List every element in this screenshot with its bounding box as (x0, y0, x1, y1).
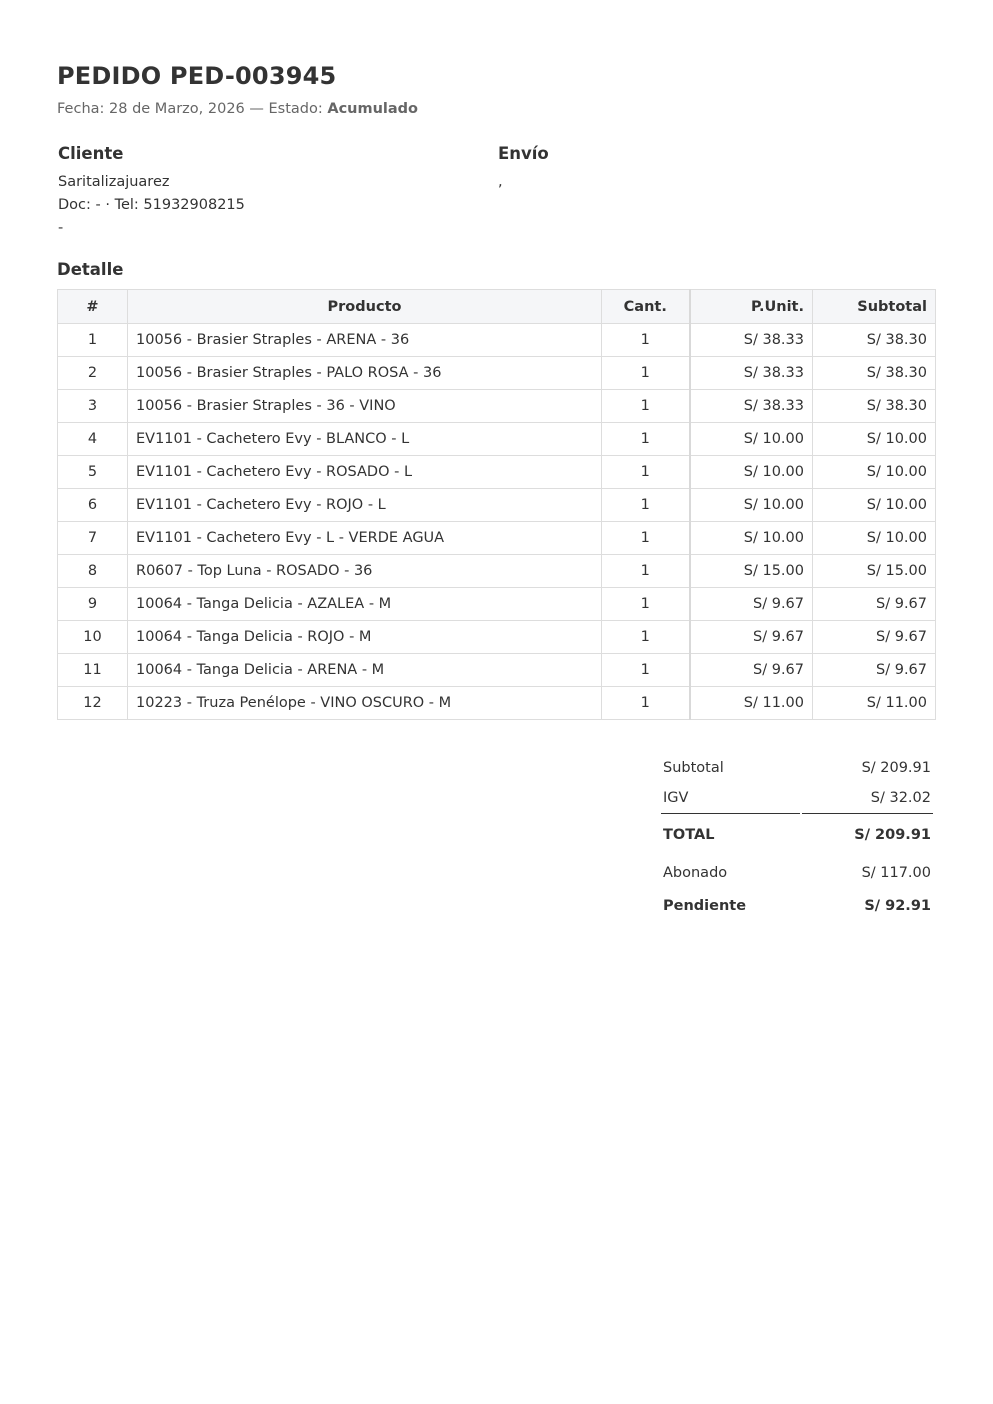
column-header-cantidad: Cant. (602, 290, 690, 324)
table-row (58, 555, 936, 588)
order-status: Acumulado (327, 101, 419, 117)
row-precio-unitario: S/ 9.67 (690, 654, 813, 687)
cliente-extra: - (58, 220, 64, 236)
row-subtotal: S/ 38.30 (813, 390, 936, 423)
table-row (58, 687, 936, 720)
row-cantidad: 1 (602, 423, 690, 456)
row-number: 7 (58, 522, 128, 555)
table-row (58, 588, 936, 621)
row-producto: EV1101 - Cachetero Evy - L - VERDE AGUA (128, 522, 602, 555)
cliente-heading: Cliente (58, 144, 124, 163)
row-producto: 10056 - Brasier Straples - 36 - VINO (128, 390, 602, 423)
table-header-row (58, 290, 936, 324)
envio-heading: Envío (498, 144, 549, 163)
abonado-label: Abonado (663, 865, 728, 881)
subtotal-value: S/ 209.91 (861, 760, 931, 776)
row-subtotal: S/ 9.67 (813, 621, 936, 654)
total-divider-right (802, 813, 933, 814)
column-header-subtotal: Subtotal (813, 290, 936, 324)
row-number: 12 (58, 687, 128, 720)
row-producto: 10064 - Tanga Delicia - ROJO - M (128, 621, 602, 654)
table-row (58, 423, 936, 456)
column-header-precio-unitario: P.Unit. (690, 290, 813, 324)
column-header-producto: Producto (128, 290, 602, 324)
row-producto: 10064 - Tanga Delicia - ARENA - M (128, 654, 602, 687)
row-producto: EV1101 - Cachetero Evy - ROJO - L (128, 489, 602, 522)
row-cantidad: 1 (602, 489, 690, 522)
total-label: TOTAL (663, 827, 715, 843)
row-cantidad: 1 (602, 390, 690, 423)
table-row (58, 357, 936, 390)
order-meta (57, 101, 418, 117)
row-number: 11 (58, 654, 128, 687)
row-precio-unitario: S/ 38.33 (690, 390, 813, 423)
row-subtotal: S/ 11.00 (813, 687, 936, 720)
row-precio-unitario: S/ 10.00 (690, 423, 813, 456)
pendiente-value: S/ 92.91 (864, 898, 931, 914)
row-number: 5 (58, 456, 128, 489)
pendiente-label: Pendiente (663, 898, 747, 914)
row-producto: 10056 - Brasier Straples - ARENA - 36 (128, 324, 602, 357)
row-subtotal: S/ 10.00 (813, 423, 936, 456)
row-number: 9 (58, 588, 128, 621)
row-producto: 10223 - Truza Penélope - VINO OSCURO - M (128, 687, 602, 720)
column-header-number: # (58, 290, 128, 324)
row-subtotal: S/ 9.67 (813, 654, 936, 687)
row-cantidad: 1 (602, 324, 690, 357)
row-precio-unitario: S/ 11.00 (690, 687, 813, 720)
row-number: 3 (58, 390, 128, 423)
row-cantidad: 1 (602, 456, 690, 489)
table-row (58, 390, 936, 423)
row-number: 6 (58, 489, 128, 522)
row-precio-unitario: S/ 38.33 (690, 357, 813, 390)
row-subtotal: S/ 15.00 (813, 555, 936, 588)
row-subtotal: S/ 38.30 (813, 357, 936, 390)
row-subtotal: S/ 10.00 (813, 456, 936, 489)
page-title: PEDIDO PED-003945 (57, 62, 337, 90)
igv-value: S/ 32.02 (870, 790, 931, 806)
table-row (58, 456, 936, 489)
row-cantidad: 1 (602, 621, 690, 654)
row-cantidad: 1 (602, 555, 690, 588)
row-precio-unitario: S/ 9.67 (690, 621, 813, 654)
row-precio-unitario: S/ 10.00 (690, 489, 813, 522)
cliente-nombre: Saritalizajuarez (58, 174, 170, 190)
row-producto: 10064 - Tanga Delicia - AZALEA - M (128, 588, 602, 621)
envio-direccion: , (498, 174, 503, 190)
table-row (58, 522, 936, 555)
row-cantidad: 1 (602, 588, 690, 621)
row-precio-unitario: S/ 15.00 (690, 555, 813, 588)
row-producto: EV1101 - Cachetero Evy - BLANCO - L (128, 423, 602, 456)
row-number: 2 (58, 357, 128, 390)
row-cantidad: 1 (602, 357, 690, 390)
row-subtotal: S/ 10.00 (813, 522, 936, 555)
table-row (58, 654, 936, 687)
row-producto: 10056 - Brasier Straples - PALO ROSA - 36 (128, 357, 602, 390)
table-row (58, 621, 936, 654)
order-date: Fecha: 28 de Marzo, 2026 — Estado: (57, 101, 328, 117)
abonado-value: S/ 117.00 (861, 865, 931, 881)
subtotal-label: Subtotal (663, 760, 724, 776)
table-row (58, 489, 936, 522)
detail-table (57, 289, 936, 720)
row-producto: R0607 - Top Luna - ROSADO - 36 (128, 555, 602, 588)
row-producto: EV1101 - Cachetero Evy - ROSADO - L (128, 456, 602, 489)
table-row (58, 324, 936, 357)
row-number: 10 (58, 621, 128, 654)
row-subtotal: S/ 38.30 (813, 324, 936, 357)
row-precio-unitario: S/ 10.00 (690, 456, 813, 489)
row-precio-unitario: S/ 38.33 (690, 324, 813, 357)
igv-label: IGV (663, 790, 689, 806)
detalle-heading: Detalle (57, 260, 124, 279)
row-precio-unitario: S/ 10.00 (690, 522, 813, 555)
row-subtotal: S/ 9.67 (813, 588, 936, 621)
row-cantidad: 1 (602, 687, 690, 720)
row-number: 1 (58, 324, 128, 357)
row-cantidad: 1 (602, 522, 690, 555)
row-number: 8 (58, 555, 128, 588)
row-precio-unitario: S/ 9.67 (690, 588, 813, 621)
total-value: S/ 209.91 (854, 827, 931, 843)
row-subtotal: S/ 10.00 (813, 489, 936, 522)
total-divider-left (661, 813, 800, 814)
cliente-doc-tel: Doc: - · Tel: 51932908215 (58, 197, 245, 213)
row-number: 4 (58, 423, 128, 456)
row-cantidad: 1 (602, 654, 690, 687)
